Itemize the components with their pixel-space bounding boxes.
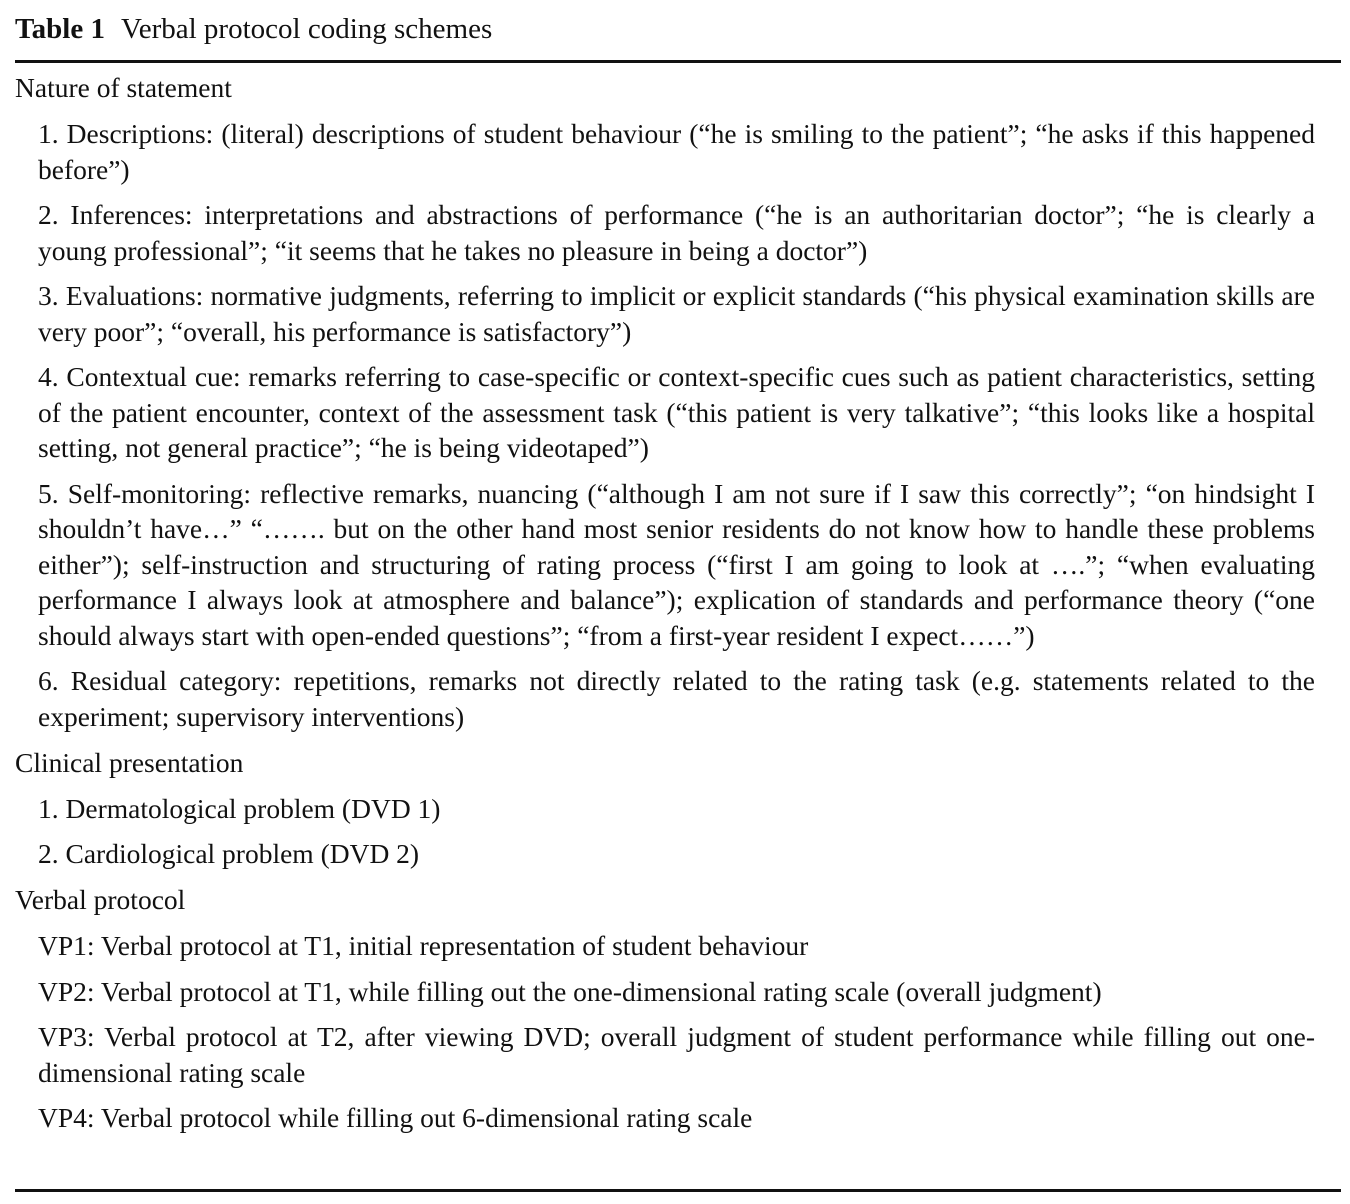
list-item: 4. Contextual cue: remarks referring to case-specific or context-specific cues such as patient characteristics, setting of the patient encounter, context of the assessment task (“this patient is very talkative”; “this looks like a hospital setting, not general practice”; “he is being videotaped”)	[38, 361, 1315, 463]
list-item: 1. Dermatological problem (DVD 1)	[38, 792, 441, 824]
list-item: 2. Cardiological problem (DVD 2)	[38, 838, 420, 869]
table-top-rule	[15, 60, 1341, 63]
list-item: 1. Descriptions: (literal) descriptions of student behaviour (“he is smiling to the patient”; “he asks if this happened before”)	[38, 118, 1315, 185]
list-item: VP4: Verbal protocol while filling out 6-dimensional rating scale	[38, 1102, 753, 1133]
table-title: Verbal protocol coding schemes	[121, 13, 493, 45]
section-heading-nature-of-statement: Nature of statement	[15, 72, 232, 103]
list-item: 2. Inferences: interpretations and abstractions of performance (“he is an authoritarian doctor”; “he is clearly a young professional”; “it seems that he takes no pleasure in being a doctor”)	[38, 199, 1315, 266]
list-item: 5. Self-monitoring: reflective remarks, nuancing (“although I am not sure if I saw this correctly”; “on hindsight I shouldn’t have…” “……. but on the other hand most senior residents do not know how to handle these problems either”); self-instruction and structuring of rating process (“first I am going to look at ….”; “when evaluating performance I always look at atmosphere and balance”); explication of standards and performance theory (“one should always start with open-ended questions”; “from a first-year resident I expect……”)	[38, 477, 1315, 651]
list-item: VP3: Verbal protocol at T2, after viewing DVD; overall judgment of student performance while filling out one-dimensional rating scale	[38, 1021, 1315, 1088]
list-item: VP2: Verbal protocol at T1, while filling out the one-dimensional rating scale (overall judgment)	[38, 975, 1102, 1007]
table-label: Table 1	[15, 13, 105, 45]
table-body	[15, 70, 1315, 1136]
list-item: VP1: Verbal protocol at T1, initial representation of student behaviour	[38, 930, 809, 961]
section-heading-clinical-presentation: Clinical presentation	[15, 746, 244, 778]
table-caption	[15, 12, 492, 46]
list-item: 3. Evaluations: normative judgments, referring to implicit or explicit standards (“his physical examination skills are very poor”; “overall, his performance is satisfactory”)	[38, 280, 1315, 347]
table-bottom-rule	[15, 1189, 1341, 1192]
list-item: 6. Residual category: repetitions, remarks not directly related to the rating task (e.g. statements related to the experiment; supervisory interventions)	[38, 665, 1315, 732]
section-heading-verbal-protocol: Verbal protocol	[15, 884, 186, 915]
